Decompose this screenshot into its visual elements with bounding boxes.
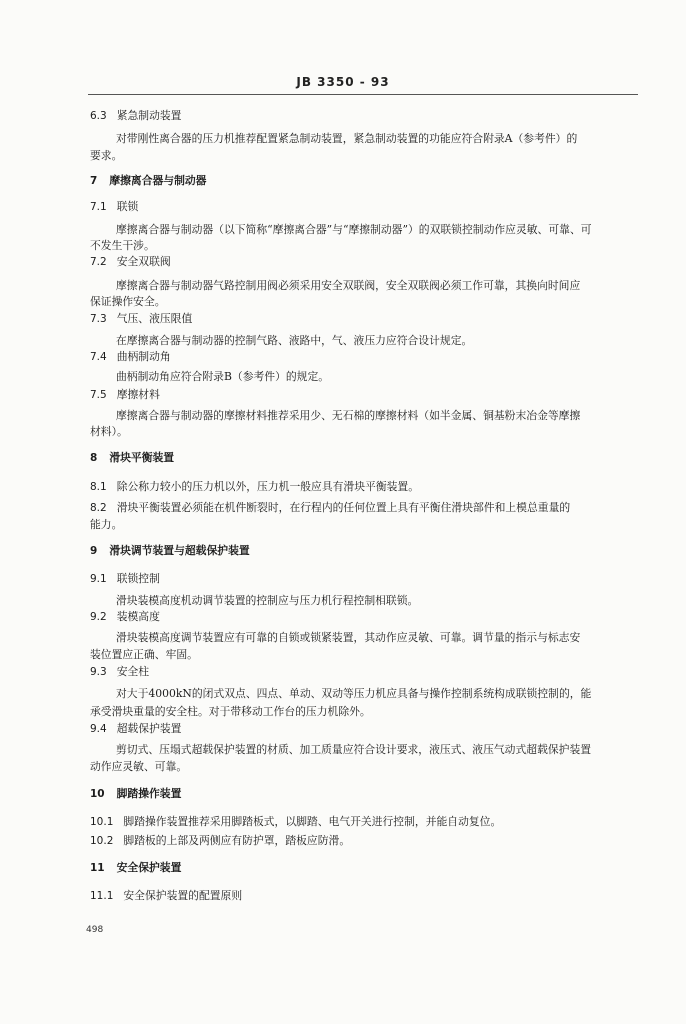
paragraph-line: 曲柄制动角应符合附录B（参考件）的规定。 <box>116 370 330 383</box>
clause-number: 6.3 <box>90 110 107 122</box>
clause-heading <box>90 312 192 326</box>
clause-heading <box>90 572 160 586</box>
clause-number: 7.5 <box>90 389 107 401</box>
clause-line <box>90 815 501 829</box>
paragraph-line: 摩擦离合器与制动器的摩擦材料推荐采用少、无石棉的摩擦材料（如半金属、铜基粉末冶金等摩擦 <box>116 409 581 422</box>
clause-heading <box>90 109 181 123</box>
clause-text: 脚踏操作装置推荐采用脚踏板式，以脚踏、电气开关进行控制，并能自动复位。 <box>123 815 502 828</box>
clause-text: 滑块平衡装置必须能在机件断裂时，在行程内的任何位置上具有平衡住滑块部件和上模总重量的 <box>116 501 571 514</box>
paragraph-line: 装位置应正确、牢固。 <box>90 648 198 661</box>
section-number: 10 <box>90 788 105 800</box>
clause-title: 紧急制动装置 <box>116 109 182 122</box>
clause-number: 9.4 <box>90 723 107 735</box>
clause-title: 联锁 <box>116 200 139 213</box>
clause-number: 7.3 <box>90 313 107 325</box>
clause-number: 8.1 <box>90 481 107 493</box>
paragraph-line: 滑块装模高度调节装置应有可靠的自锁或锁紧装置，其动作应灵敏、可靠。调节量的指示与标志安 <box>116 631 581 644</box>
page-number: 498 <box>86 925 104 935</box>
clause-line <box>90 501 570 515</box>
clause-title: 联锁控制 <box>116 572 160 585</box>
paragraph-line: 在摩擦离合器与制动器的控制气路、液路中，气、液压力应符合设计规定。 <box>116 334 473 347</box>
clause-heading <box>90 610 160 624</box>
section-heading <box>90 787 181 801</box>
clause-heading <box>90 200 138 214</box>
clause-heading <box>90 350 171 364</box>
section-heading <box>90 544 250 558</box>
clause-heading <box>90 665 149 679</box>
section-heading <box>90 174 206 188</box>
section-number: 8 <box>90 452 98 464</box>
clause-text: 安全保护装置的配置原则 <box>123 889 243 902</box>
section-number: 7 <box>90 175 98 187</box>
clause-title: 气压、液压限值 <box>116 312 193 325</box>
paragraph-line: 保证操作安全。 <box>90 295 166 308</box>
section-title: 安全保护装置 <box>116 861 182 874</box>
section-title: 滑块平衡装置 <box>109 451 175 464</box>
paragraph-line: 承受滑块重量的安全柱。对于带移动工作台的压力机除外。 <box>90 705 371 718</box>
clause-number: 10.1 <box>90 816 114 828</box>
clause-line <box>90 480 419 494</box>
clause-number: 7.4 <box>90 351 107 363</box>
clause-line <box>90 889 242 903</box>
clause-line <box>90 834 350 848</box>
clause-number: 9.1 <box>90 573 107 585</box>
paragraph-line: 剪切式、压塌式超载保护装置的材质、加工质量应符合设计要求，液压式、液压气动式超载保护装置 <box>116 743 592 756</box>
paragraph-line: 对带刚性离合器的压力机推荐配置紧急制动装置，紧急制动装置的功能应符合附录A（参考件）的 <box>116 132 578 145</box>
paragraph-line: 对大于4000kN的闭式双点、四点、单动、双动等压力机应具备与操作控制系统构成联锁控制的，能 <box>116 687 592 700</box>
clause-title: 安全双联阀 <box>116 255 171 268</box>
clause-number: 8.2 <box>90 502 107 514</box>
clause-title: 装模高度 <box>116 610 160 623</box>
paragraph-line: 摩擦离合器与制动器（以下简称“摩擦离合器”与“摩擦制动器”）的双联锁控制动作应灵敏、可靠、可 <box>116 223 592 236</box>
paragraph-line: 摩擦离合器与制动器气路控制用阀必须采用安全双联阀，安全双联阀必须工作可靠，其换向时间应 <box>116 279 581 292</box>
section-heading <box>90 451 174 465</box>
section-title: 滑块调节装置与超载保护装置 <box>109 544 250 557</box>
clause-heading <box>90 722 181 736</box>
paragraph-line: 材料）。 <box>90 425 128 438</box>
section-number: 11 <box>90 862 105 874</box>
section-heading <box>90 861 181 875</box>
paragraph-line: 能力。 <box>90 518 123 531</box>
standard-code: JB 3350 - 93 <box>296 75 390 89</box>
clause-title: 摩擦材料 <box>116 388 160 401</box>
section-title: 摩擦离合器与制动器 <box>109 174 207 187</box>
paragraph-line: 不发生干涉。 <box>90 239 155 252</box>
clause-number: 7.2 <box>90 256 107 268</box>
clause-title: 安全柱 <box>116 665 150 678</box>
clause-number: 7.1 <box>90 201 107 213</box>
section-number: 9 <box>90 545 98 557</box>
clause-number: 11.1 <box>90 890 114 902</box>
clause-number: 9.2 <box>90 611 107 623</box>
clause-text: 除公称力较小的压力机以外，压力机一般应具有滑块平衡装置。 <box>116 480 420 493</box>
clause-number: 10.2 <box>90 835 114 847</box>
paragraph-line: 滑块装模高度机动调节装置的控制应与压力机行程控制相联锁。 <box>116 594 419 607</box>
clause-number: 9.3 <box>90 666 107 678</box>
clause-heading <box>90 255 171 269</box>
clause-heading <box>90 388 160 402</box>
header-rule <box>88 94 638 95</box>
clause-title: 超载保护装置 <box>116 722 182 735</box>
clause-title: 曲柄制动角 <box>116 350 171 363</box>
section-title: 脚踏操作装置 <box>116 787 182 800</box>
clause-text: 脚踏板的上部及两侧应有防护罩，踏板应防滑。 <box>123 834 351 847</box>
paragraph-line: 动作应灵敏、可靠。 <box>90 760 188 773</box>
paragraph-line: 要求。 <box>90 149 123 162</box>
